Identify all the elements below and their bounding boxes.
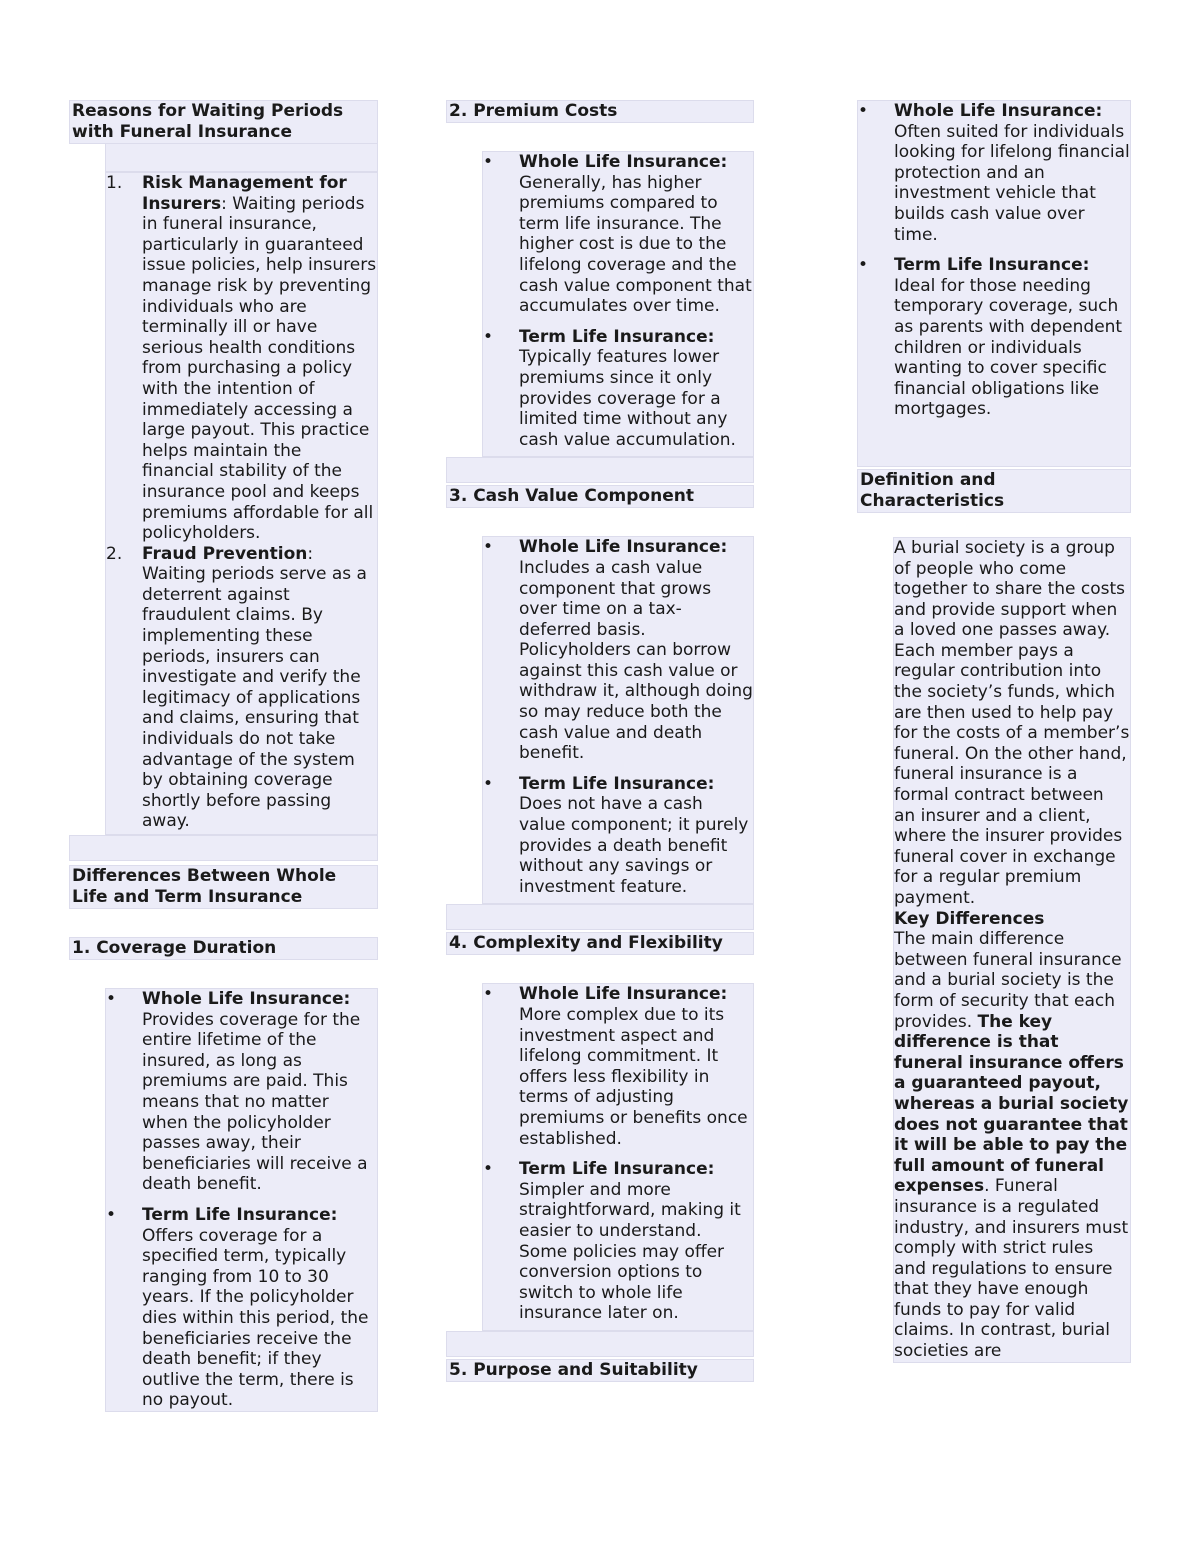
item-term: Term Life Insurance: (519, 1159, 715, 1180)
item-text: Does not have a cash value component; it purely provides a death benefit without any savings or investment feature. (519, 794, 749, 897)
item-term: Whole Life Insurance: (894, 101, 1103, 121)
list-item (483, 774, 753, 898)
item-text: Waiting periods serve as a deterrent against fraudulent claims. By implementing these periods, insurers can investigate and verify the legitimacy of applications and claims, ensuring that individuals do not take advantage of the system by obtaining coverage shortly before passing away. (142, 564, 367, 832)
item-text: Simpler and more straightforward, making it easier to understand. Some policies may offer conversion options to switch to whole life insurance later on. (519, 1179, 741, 1324)
spacer (446, 904, 754, 930)
list-item (106, 544, 377, 832)
bullet-icon: • (483, 984, 494, 1005)
item-sep: : (307, 543, 314, 564)
bullet-icon: • (483, 152, 494, 172)
bullet-list (482, 536, 754, 904)
item-term: Whole Life Insurance: (519, 537, 728, 558)
list-item (106, 989, 377, 1195)
spacer (105, 144, 378, 172)
bullet-icon: • (483, 1159, 494, 1180)
item-term: Whole Life Insurance: (142, 989, 351, 1009)
bullet-icon: • (483, 326, 494, 347)
bullet-icon: • (483, 773, 494, 794)
item-term: Term Life Insurance: (519, 773, 715, 794)
item-term: Term Life Insurance: (894, 255, 1090, 276)
list-number: 2. (106, 543, 123, 564)
list-item (106, 1205, 377, 1411)
bullet-list (482, 983, 754, 1331)
subsection-heading: 5. Purpose and Suitability (446, 1359, 754, 1382)
spacer (446, 1331, 754, 1357)
list-item (483, 537, 753, 764)
list-item (858, 255, 1130, 420)
item-text: Ideal for those needing temporary coverage, such as parents with dependent children or individuals wanting to cover specific financial obligations like mortgages. (894, 275, 1123, 420)
list-item (483, 1159, 753, 1324)
subsection-heading: 1. Coverage Duration (69, 937, 378, 960)
subsection-heading: 2. Premium Costs (446, 100, 754, 123)
item-text: Provides coverage for the entire lifetime of the insured, as long as premiums are paid. This means that no matter when the policyholder passes away, their beneficiaries will receive a death benefit. (142, 1009, 368, 1195)
item-text: Waiting periods in funeral insurance, particularly in guaranteed issue policies, help insurers manage risk by preventing individuals who are terminally ill or have serious health conditions from purchasing a policy with the intention of immediately accessing a large payout. This practice helps maintain the financial stability of the insurance pool and keeps premiums affordable for all policyholders. (142, 193, 377, 544)
paragraph-text: The main difference between funeral insurance and a burial society is the form of security that each provides. (894, 929, 1122, 1032)
item-text: More complex due to its investment aspect and lifelong commitment. It offers less flexibility in terms of adjusting premiums or benefits once established. (519, 1005, 748, 1149)
section-heading: Differences Between Whole Life and Term Insurance (69, 865, 378, 909)
section-heading: Reasons for Waiting Periods with Funeral Insurance (69, 100, 378, 144)
item-term: Term Life Insurance: (519, 326, 715, 347)
item-term: Risk Management for Insurers (142, 173, 347, 214)
subsection-heading: 3. Cash Value Component (446, 485, 754, 508)
column-3 (857, 100, 1131, 1363)
spacer (858, 420, 1130, 466)
bullet-icon: • (858, 255, 869, 276)
bullet-icon: • (106, 989, 117, 1009)
bullet-icon: • (858, 101, 869, 121)
subsection-heading: 4. Complexity and Flexibility (446, 932, 754, 955)
list-item (483, 327, 753, 451)
list-item (483, 984, 753, 1149)
paragraph: A burial society is a group of people who come together to share the costs and provide support when a loved one passes away. Each member pays a regular contribution into the society’s funds, which are then used to help pay for the costs of a member’s funeral. On the other hand, funeral insurance is a formal contract between an insurer and a client, where the insurer provides funeral cover in exchange for a regular premium payment. (894, 537, 1130, 908)
paragraph-text: . Funeral insurance is a regulated industry, and insurers must comply with strict rules and regulations to ensure that they have enough funds to pay for valid claims. In contrast, burial societies are (894, 1176, 1129, 1362)
item-text: Includes a cash value component that grows over time on a tax-deferred basis. Policyholders can borrow against this cash value or withdraw it, although doing so may reduce both the cash value and death benefit. (519, 557, 753, 764)
item-text: Typically features lower premiums since it only provides coverage for a limited time without any cash value accumulation. (519, 347, 736, 450)
column-1 (69, 100, 378, 1412)
item-text: Offers coverage for a specified term, typically ranging from 10 to 30 years. If the policyholder dies within this period, the beneficiaries receive the death benefit; if they outlive the term, there is no payout. (142, 1225, 369, 1411)
list-number: 1. (106, 173, 123, 193)
spacer (446, 457, 754, 483)
bullet-list (482, 151, 754, 457)
list-item (483, 152, 753, 317)
item-term: Term Life Insurance: (142, 1204, 338, 1225)
item-term: Fraud Prevention (142, 543, 308, 564)
spacer (69, 835, 378, 861)
item-term: Whole Life Insurance: (519, 984, 728, 1005)
item-term: Whole Life Insurance: (519, 152, 728, 172)
item-sep: : (221, 193, 227, 214)
list-item (106, 173, 377, 544)
bullet-icon: • (106, 1204, 117, 1225)
bullet-list (857, 100, 1131, 467)
paragraph-bold: The key difference is that funeral insurance offers a guaranteed payout, whereas a burial society does not guarantee that it will be able to pay the full amount of funeral expenses (894, 1011, 1129, 1197)
item-text: Often suited for individuals looking for lifelong financial protection and an investment vehicle that builds cash value over time. (894, 121, 1130, 245)
paragraph (894, 929, 1130, 1361)
bullet-list (105, 988, 378, 1412)
section-heading: Definition and Characteristics (857, 469, 1131, 513)
list-item (858, 101, 1130, 245)
column-2 (446, 100, 754, 1382)
paragraph-block (893, 537, 1131, 1363)
key-differences-heading: Key Differences (894, 908, 1045, 929)
numbered-list (105, 172, 378, 835)
item-text: Generally, has higher premiums compared to term life insurance. The higher cost is due to the lifelong coverage and the cash value component that accumulates over time. (519, 172, 752, 317)
bullet-icon: • (483, 537, 494, 558)
